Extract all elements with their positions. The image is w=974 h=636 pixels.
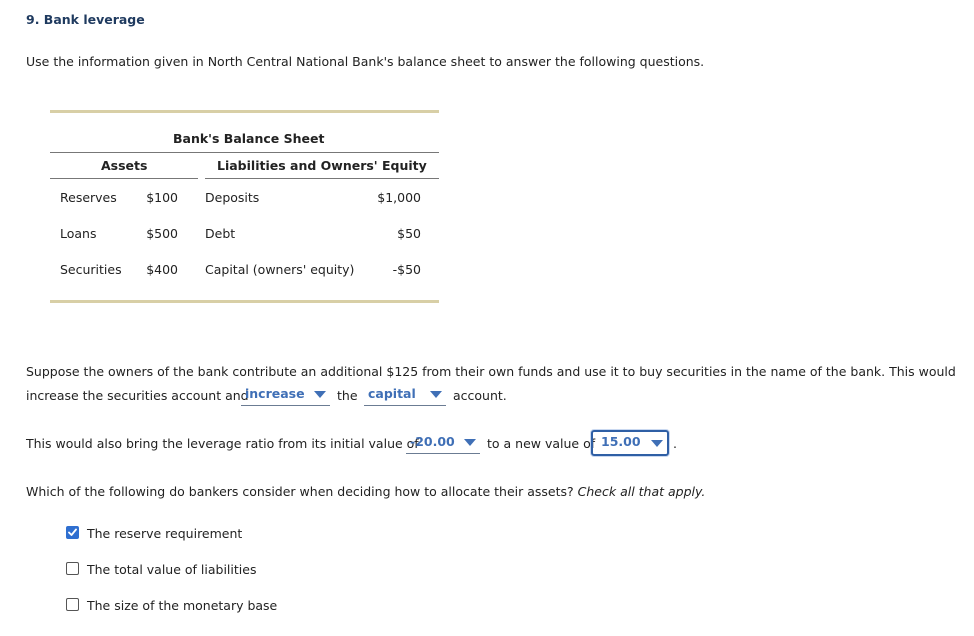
question-title: 9. Bank leverage — [26, 12, 145, 27]
asset-label: Loans — [60, 226, 97, 241]
dropdown-value: -20.00 — [410, 434, 455, 449]
option-label[interactable]: The reserve requirement — [87, 526, 243, 541]
assets-header-rule — [50, 178, 198, 179]
liability-label: Capital (owners' equity) — [205, 262, 355, 277]
liabilities-header: Liabilities and Owners' Equity — [217, 158, 427, 173]
paragraph2-middle: to a new value of — [487, 436, 596, 451]
chevron-down-icon — [464, 439, 476, 446]
asset-label: Securities — [60, 262, 122, 277]
chevron-down-icon — [430, 391, 442, 398]
table-top-bar — [50, 110, 439, 113]
liability-value: -$50 — [392, 262, 421, 277]
balance-sheet-title: Bank's Balance Sheet — [173, 131, 325, 146]
dropdown-value: capital — [368, 386, 416, 401]
dropdown-value: 15.00 — [601, 434, 641, 449]
paragraph2-prefix: This would also bring the leverage ratio from its initial value of — [26, 436, 419, 451]
table-bottom-bar — [50, 300, 439, 303]
paragraph1-line1: Suppose the owners of the bank contribute an additional $125 from their own funds and use it to buy securities in the name of the bank. This would — [26, 364, 956, 379]
liability-value: $50 — [397, 226, 421, 241]
table-rule — [50, 152, 439, 153]
increase-decrease-dropdown[interactable] — [241, 385, 330, 406]
chevron-down-icon — [314, 391, 326, 398]
assets-header: Assets — [101, 158, 148, 173]
checkmark-icon — [68, 528, 77, 537]
liability-label: Deposits — [205, 190, 260, 205]
paragraph1-suffix: account. — [453, 388, 507, 403]
option-checkbox-reserve-requirement[interactable] — [66, 526, 79, 539]
initial-leverage-dropdown[interactable] — [406, 433, 480, 454]
asset-label: Reserves — [60, 190, 117, 205]
paragraph2-suffix: . — [673, 436, 677, 451]
paragraph1-middle: the — [337, 388, 358, 403]
option-checkbox-total-liabilities[interactable] — [66, 562, 79, 575]
new-leverage-dropdown[interactable] — [591, 430, 669, 456]
liability-label: Debt — [205, 226, 236, 241]
question-intro: Use the information given in North Central National Bank's balance sheet to answer the following questions. — [26, 54, 705, 69]
paragraph1-prefix: increase the securities account and — [26, 388, 249, 403]
option-label[interactable]: The total value of liabilities — [87, 562, 257, 577]
option-label[interactable]: The size of the monetary base — [87, 598, 278, 613]
option-checkbox-monetary-base[interactable] — [66, 598, 79, 611]
asset-value: $100 — [146, 190, 178, 205]
dropdown-value: increase — [245, 386, 305, 401]
question2-instruction: Check all that apply. — [577, 484, 706, 499]
liabilities-header-rule — [205, 178, 439, 179]
account-dropdown[interactable] — [364, 385, 446, 406]
question2-prompt-line — [26, 484, 705, 499]
liability-value: $1,000 — [377, 190, 421, 205]
question2-prompt: Which of the following do bankers consider when deciding how to allocate their assets? — [26, 484, 574, 499]
chevron-down-icon — [651, 440, 663, 447]
asset-value: $400 — [146, 262, 178, 277]
asset-value: $500 — [146, 226, 178, 241]
